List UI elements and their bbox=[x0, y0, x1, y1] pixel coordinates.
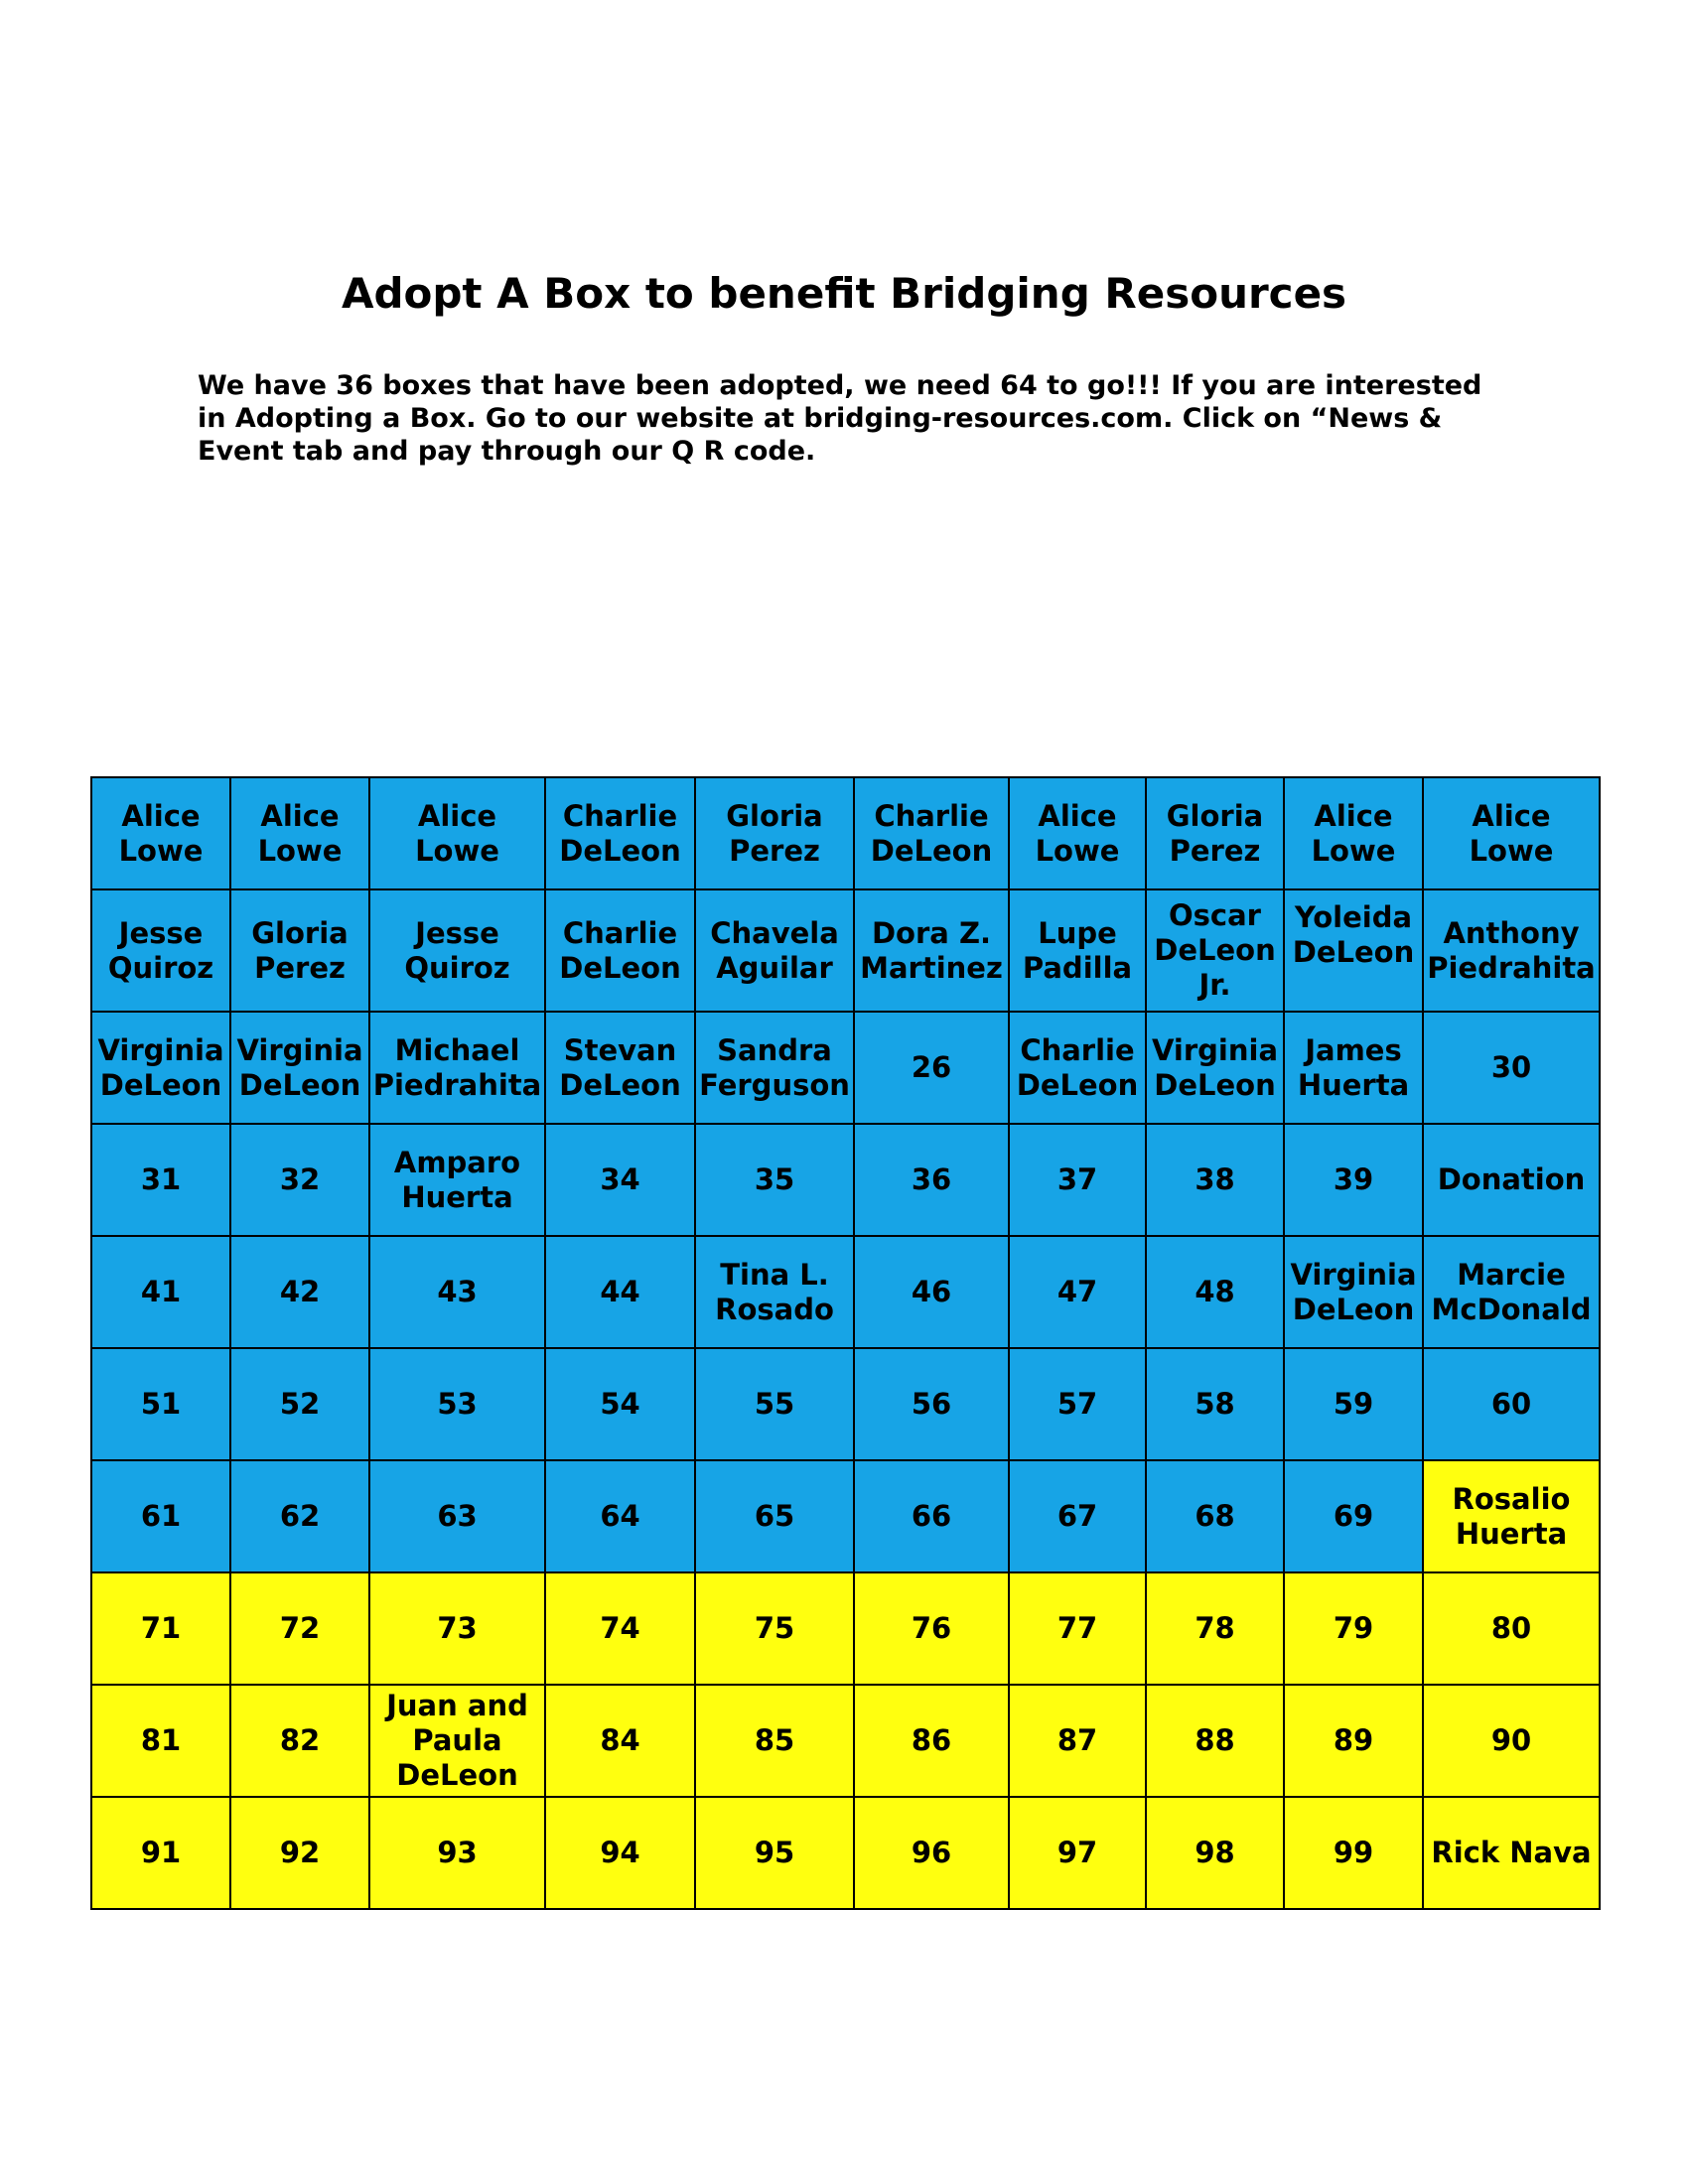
box-cell: Chavela Aguilar bbox=[695, 889, 854, 1012]
box-cell: 77 bbox=[1009, 1572, 1146, 1685]
box-cell: Alice Lowe bbox=[230, 777, 369, 889]
box-cell: Alice Lowe bbox=[1423, 777, 1600, 889]
box-cell: Gloria Perez bbox=[695, 777, 854, 889]
box-cell: 35 bbox=[695, 1124, 854, 1236]
box-cell: 42 bbox=[230, 1236, 369, 1348]
box-cell: Virginia DeLeon bbox=[91, 1012, 230, 1124]
box-cell: 86 bbox=[854, 1685, 1009, 1797]
box-cell: Michael Piedrahita bbox=[369, 1012, 545, 1124]
grid-row bbox=[91, 1124, 1600, 1236]
box-cell: 76 bbox=[854, 1572, 1009, 1685]
grid-row bbox=[91, 777, 1600, 889]
box-cell: 57 bbox=[1009, 1348, 1146, 1460]
box-cell: 81 bbox=[91, 1685, 230, 1797]
box-cell: Virginia DeLeon bbox=[230, 1012, 369, 1124]
box-cell: 93 bbox=[369, 1797, 545, 1909]
box-cell: 65 bbox=[695, 1460, 854, 1572]
box-cell: 71 bbox=[91, 1572, 230, 1685]
box-cell: Charlie DeLeon bbox=[1009, 1012, 1146, 1124]
box-cell: Charlie DeLeon bbox=[545, 889, 695, 1012]
box-cell: Juan and Paula DeLeon bbox=[369, 1685, 545, 1797]
box-cell: 53 bbox=[369, 1348, 545, 1460]
adopt-a-box-grid bbox=[90, 776, 1601, 1910]
box-cell: 60 bbox=[1423, 1348, 1600, 1460]
box-cell: 52 bbox=[230, 1348, 369, 1460]
box-cell: Rick Nava bbox=[1423, 1797, 1600, 1909]
box-cell: Sandra Ferguson bbox=[695, 1012, 854, 1124]
box-cell: 80 bbox=[1423, 1572, 1600, 1685]
box-cell: 75 bbox=[695, 1572, 854, 1685]
box-cell: Alice Lowe bbox=[1009, 777, 1146, 889]
box-cell: 64 bbox=[545, 1460, 695, 1572]
box-cell: 30 bbox=[1423, 1012, 1600, 1124]
box-cell: Lupe Padilla bbox=[1009, 889, 1146, 1012]
box-cell: 44 bbox=[545, 1236, 695, 1348]
box-cell: 74 bbox=[545, 1572, 695, 1685]
box-cell: Stevan DeLeon bbox=[545, 1012, 695, 1124]
box-cell: 37 bbox=[1009, 1124, 1146, 1236]
box-cell: Jesse Quiroz bbox=[369, 889, 545, 1012]
box-cell: 73 bbox=[369, 1572, 545, 1685]
box-cell: 95 bbox=[695, 1797, 854, 1909]
page-title: Adopt A Box to benefit Bridging Resources bbox=[341, 269, 1347, 318]
box-cell: 69 bbox=[1284, 1460, 1423, 1572]
grid-row bbox=[91, 1797, 1600, 1909]
grid-row bbox=[91, 1236, 1600, 1348]
box-cell: Alice Lowe bbox=[369, 777, 545, 889]
box-cell: 59 bbox=[1284, 1348, 1423, 1460]
box-cell: 97 bbox=[1009, 1797, 1146, 1909]
box-cell: James Huerta bbox=[1284, 1012, 1423, 1124]
box-cell: 84 bbox=[545, 1685, 695, 1797]
box-cell: 68 bbox=[1146, 1460, 1284, 1572]
box-cell: 78 bbox=[1146, 1572, 1284, 1685]
box-cell: Tina L. Rosado bbox=[695, 1236, 854, 1348]
box-cell: 79 bbox=[1284, 1572, 1423, 1685]
box-cell: 26 bbox=[854, 1012, 1009, 1124]
box-cell: Yoleida DeLeon bbox=[1284, 889, 1423, 1012]
box-cell: 82 bbox=[230, 1685, 369, 1797]
box-cell: 54 bbox=[545, 1348, 695, 1460]
box-cell: 51 bbox=[91, 1348, 230, 1460]
grid-row bbox=[91, 1012, 1600, 1124]
grid-row bbox=[91, 1685, 1600, 1797]
box-cell: 88 bbox=[1146, 1685, 1284, 1797]
box-cell: Alice Lowe bbox=[91, 777, 230, 889]
grid-row bbox=[91, 1348, 1600, 1460]
box-cell: Rosalio Huerta bbox=[1423, 1460, 1600, 1572]
box-cell: 89 bbox=[1284, 1685, 1423, 1797]
box-cell: 47 bbox=[1009, 1236, 1146, 1348]
grid-body bbox=[91, 777, 1600, 1909]
box-cell: 56 bbox=[854, 1348, 1009, 1460]
box-cell: 92 bbox=[230, 1797, 369, 1909]
box-cell: 55 bbox=[695, 1348, 854, 1460]
box-cell: 72 bbox=[230, 1572, 369, 1685]
intro-paragraph: We have 36 boxes that have been adopted, we need 64 to go!!! If you are interested in Adopting a Box. Go to our website at bridging-resources.com. Click on “News & Event tab and pay through our Q R code. bbox=[198, 370, 1482, 467]
box-cell: 62 bbox=[230, 1460, 369, 1572]
box-cell: 32 bbox=[230, 1124, 369, 1236]
box-cell: 31 bbox=[91, 1124, 230, 1236]
box-cell: Dora Z. Martinez bbox=[854, 889, 1009, 1012]
box-cell: 90 bbox=[1423, 1685, 1600, 1797]
box-cell: Amparo Huerta bbox=[369, 1124, 545, 1236]
box-cell: Virginia DeLeon bbox=[1146, 1012, 1284, 1124]
box-cell: 61 bbox=[91, 1460, 230, 1572]
grid-row bbox=[91, 1460, 1600, 1572]
grid-row bbox=[91, 889, 1600, 1012]
box-cell: Virginia DeLeon bbox=[1284, 1236, 1423, 1348]
box-cell: 67 bbox=[1009, 1460, 1146, 1572]
box-cell: Gloria Perez bbox=[1146, 777, 1284, 889]
box-cell: 94 bbox=[545, 1797, 695, 1909]
box-cell: Gloria Perez bbox=[230, 889, 369, 1012]
box-cell: 91 bbox=[91, 1797, 230, 1909]
box-cell: 66 bbox=[854, 1460, 1009, 1572]
box-cell: Jesse Quiroz bbox=[91, 889, 230, 1012]
box-cell: 36 bbox=[854, 1124, 1009, 1236]
box-cell: Charlie DeLeon bbox=[854, 777, 1009, 889]
box-cell: 38 bbox=[1146, 1124, 1284, 1236]
box-cell: Marcie McDonald bbox=[1423, 1236, 1600, 1348]
box-cell: 99 bbox=[1284, 1797, 1423, 1909]
box-cell: 34 bbox=[545, 1124, 695, 1236]
box-cell: Anthony Piedrahita bbox=[1423, 889, 1600, 1012]
box-cell: Donation bbox=[1423, 1124, 1600, 1236]
box-cell: 46 bbox=[854, 1236, 1009, 1348]
box-cell: 63 bbox=[369, 1460, 545, 1572]
box-cell: 43 bbox=[369, 1236, 545, 1348]
box-cell: 48 bbox=[1146, 1236, 1284, 1348]
box-cell: 85 bbox=[695, 1685, 854, 1797]
grid-row bbox=[91, 1572, 1600, 1685]
box-cell: Oscar DeLeon Jr. bbox=[1146, 889, 1284, 1012]
box-cell: 96 bbox=[854, 1797, 1009, 1909]
box-cell: 98 bbox=[1146, 1797, 1284, 1909]
box-cell: 87 bbox=[1009, 1685, 1146, 1797]
box-cell: 41 bbox=[91, 1236, 230, 1348]
box-cell: Charlie DeLeon bbox=[545, 777, 695, 889]
box-cell: Alice Lowe bbox=[1284, 777, 1423, 889]
box-cell: 58 bbox=[1146, 1348, 1284, 1460]
box-cell: 39 bbox=[1284, 1124, 1423, 1236]
